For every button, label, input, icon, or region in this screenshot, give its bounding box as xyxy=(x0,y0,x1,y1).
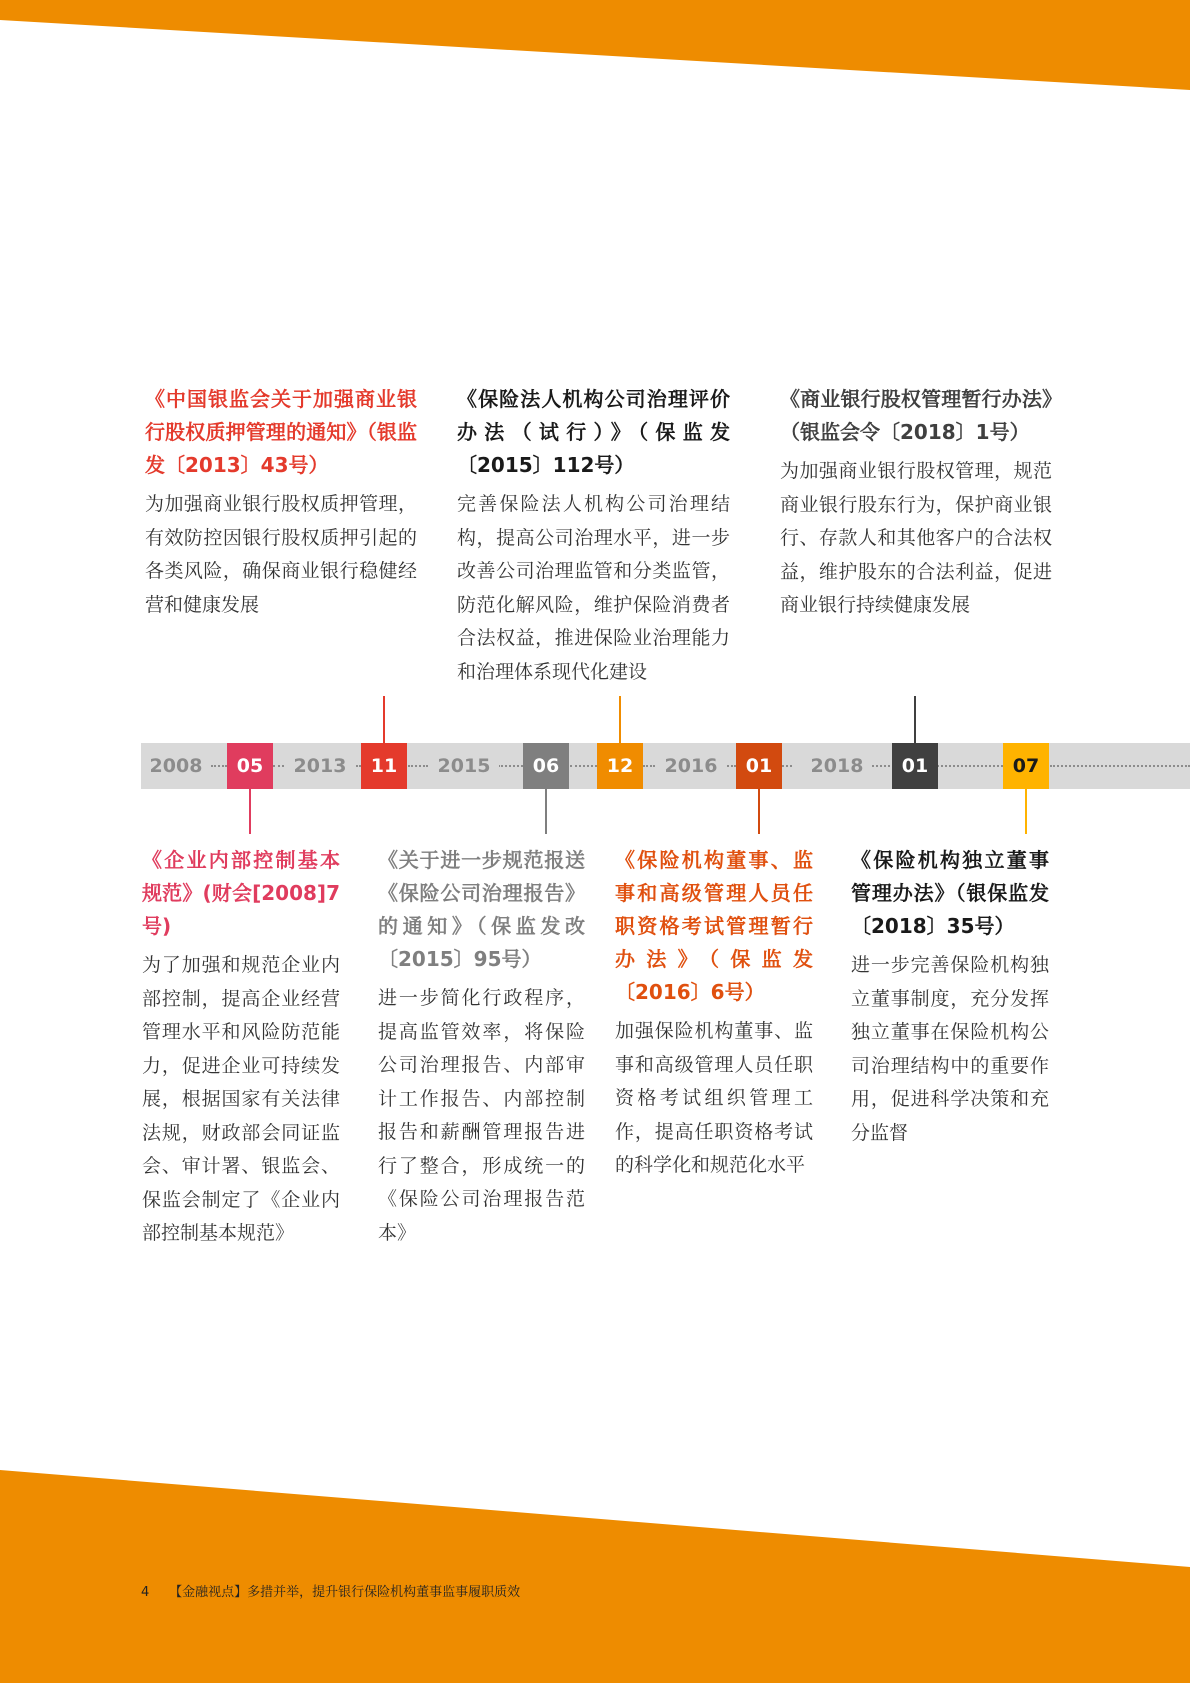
entry-qualification-exam-rules xyxy=(615,844,813,1183)
timeline-dots xyxy=(570,765,597,767)
timeline-marker: 07 xyxy=(1003,743,1049,789)
timeline-dots xyxy=(782,765,792,767)
entry-title: 《保险机构董事、监事和高级管理人员任职资格考试管理暂行办法》（保监发〔2016〕6号） xyxy=(615,848,813,1004)
page-footer xyxy=(141,1581,520,1600)
entry-title: 《保险机构独立董事管理办法》（银保监发〔2018〕35号） xyxy=(851,848,1049,938)
timeline-marker: 06 xyxy=(523,743,569,789)
timeline-marker: 12 xyxy=(597,743,643,789)
top-band-shape xyxy=(0,0,1190,90)
entry-description: 完善保险法人机构公司治理结构，提高公司治理水平，进一步改善公司治理监管和分类监管，防范化解风险，维护保险消费者合法权益，推进保险业治理能力和治理体系现代化建设 xyxy=(457,493,730,683)
timeline-year: 2018 xyxy=(802,743,872,789)
timeline-dots xyxy=(408,765,428,767)
entry-internal-control-norms xyxy=(142,844,340,1251)
entry-bank-equity-pledge xyxy=(145,383,417,622)
timeline-marker: 01 xyxy=(892,743,938,789)
timeline-dots xyxy=(643,765,655,767)
timeline-connector xyxy=(383,696,385,743)
entry-description: 为加强商业银行股权管理，规范商业银行股东行为，保护商业银行、存款人和其他客户的合法权益，维护股东的合法利益，促进商业银行持续健康发展 xyxy=(780,460,1052,616)
entry-description: 为加强商业银行股权质押管理，有效防控因银行股权质押引起的各类风险，确保商业银行稳健经营和健康发展 xyxy=(145,493,417,616)
entry-independent-director-rules xyxy=(851,844,1049,1150)
timeline-marker: 11 xyxy=(361,743,407,789)
timeline-connector xyxy=(249,789,251,834)
entry-insurance-governance-evaluation xyxy=(457,383,730,689)
entry-description: 加强保险机构董事、监事和高级管理人员任职资格考试组织管理工作，提高任职资格考试的科学化和规范化水平 xyxy=(615,1020,813,1176)
timeline-marker: 05 xyxy=(227,743,273,789)
timeline-connector xyxy=(1025,789,1027,834)
entry-governance-report-notice xyxy=(378,844,585,1250)
entry-title: 《中国银监会关于加强商业银行股权质押管理的通知》（银监发〔2013〕43号） xyxy=(145,387,417,477)
timeline-dots xyxy=(273,765,284,767)
timeline-marker: 01 xyxy=(736,743,782,789)
timeline-connector xyxy=(545,789,547,834)
timeline-year: 2008 xyxy=(141,743,211,789)
timeline-dots xyxy=(937,765,1003,767)
timeline-dots xyxy=(498,765,523,767)
timeline-dots xyxy=(1050,765,1190,767)
bottom-band-shape xyxy=(0,1470,1190,1683)
entry-bank-equity-management xyxy=(780,383,1052,623)
footer-title: 【金融视点】多措并举，提升银行保险机构董事监事履职质效 xyxy=(169,1585,521,1600)
timeline-year: 2015 xyxy=(429,743,499,789)
top-orange-band xyxy=(0,0,1190,90)
page-number: 4 xyxy=(141,1585,150,1600)
timeline-dots xyxy=(211,765,227,767)
timeline-connector xyxy=(619,696,621,743)
entry-title: 《企业内部控制基本规范》(财会[2008]7号) xyxy=(142,848,340,938)
timeline-year: 2013 xyxy=(285,743,355,789)
timeline-connector xyxy=(914,696,916,743)
entry-title: 《关于进一步规范报送《保险公司治理报告》的通知》（保监发改〔2015〕95号） xyxy=(378,848,585,971)
timeline-connector xyxy=(758,789,760,834)
entry-description: 进一步完善保险机构独立董事制度，充分发挥独立董事在保险机构公司治理结构中的重要作用，促进科学决策和充分监督 xyxy=(851,954,1049,1144)
timeline-year: 2016 xyxy=(656,743,726,789)
entry-title: 《保险法人机构公司治理评价办法（试行）》（保监发〔2015〕112号） xyxy=(457,387,730,477)
entry-description: 为了加强和规范企业内部控制，提高企业经营管理水平和风险防范能力，促进企业可持续发展，根据国家有关法律法规，财政部会同证监会、审计署、银监会、保监会制定了《企业内部控制基本规范》 xyxy=(142,954,340,1244)
entry-title: 《商业银行股权管理暂行办法》（银监会令〔2018〕1号） xyxy=(780,387,1052,444)
bottom-orange-band xyxy=(0,1470,1190,1683)
entry-description: 进一步简化行政程序，提高监管效率，将保险公司治理报告、内部审计工作报告、内部控制报告和薪酬管理报告进行了整合，形成统一的《保险公司治理报告范本》 xyxy=(378,987,585,1244)
